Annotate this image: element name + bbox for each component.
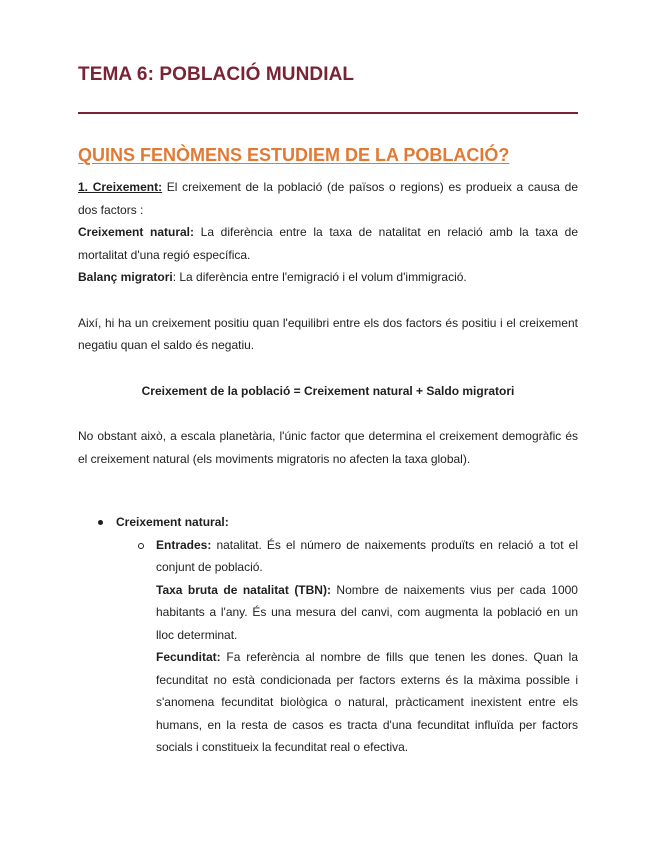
- sub-list-item: [78, 534, 578, 579]
- growth-label: 1. Creixement:: [78, 180, 163, 194]
- growth-balance-paragraph: Així, hi ha un creixement positiu quan l'equilibri entre els dos factors és positiu i el creixement negatiu quan el saldo és negatiu.: [78, 315, 578, 352]
- tbn-text: Nombre de naixements vius per cada 1000 habitants a l'any. És una mesura del canvi, com augmenta la població en un lloc determinat.: [156, 582, 578, 642]
- migration-balance-label: Balanç migratori: [78, 270, 173, 284]
- list-item: [78, 511, 578, 534]
- entrades-text: natalitat. És el número de naixements produïts en relació a tot el conjunt de població.: [156, 537, 578, 574]
- natural-growth-label: Creixement natural:: [78, 225, 195, 239]
- migration-balance-paragraph: [78, 266, 578, 289]
- natural-growth-list: [78, 511, 578, 759]
- natural-growth-text: La diferència entre la taxa de natalitat en relació amb la taxa de mortalitat d'una regió específica.: [78, 225, 578, 262]
- circle-bullet-icon: [138, 543, 144, 549]
- fecundity-paragraph: [78, 646, 578, 759]
- growth-formula: Creixement de la població = Creixement natural + Saldo migratori: [141, 383, 515, 398]
- page-title: TEMA 6: POBLACIÓ MUNDIAL: [78, 64, 355, 85]
- fecundity-text: Fa referència al nombre de fills que tenen les dones. Quan la fecunditat no està condicionada per factors externs és la màxima possible i s'anomena fecunditat biològica o natural, pràcticament inexistent entre els humans, en la resta de casos es tracta d'una fecunditat influïda per factors socials i constitueix la fecunditat real o efectiva.: [156, 650, 578, 754]
- fecundity-label: Fecunditat:: [156, 650, 221, 664]
- tbn-paragraph: [78, 579, 578, 647]
- list-item-label: Creixement natural:: [116, 515, 229, 529]
- bullet-icon: [98, 520, 103, 525]
- tbn-label: Taxa bruta de natalitat (TBN):: [156, 582, 331, 597]
- growth-intro-paragraph: [78, 176, 578, 221]
- section-heading: QUINS FENÒMENS ESTUDIEM DE LA POBLACIÓ?: [78, 145, 510, 165]
- global-scale-paragraph: No obstant això, a escala planetària, l'únic factor que determina el creixement demogràfic és el creixement natural (els moviments migratoris no afecten la taxa global).: [78, 429, 578, 466]
- natural-growth-paragraph: [78, 221, 578, 266]
- entrades-label: Entrades:: [156, 537, 212, 552]
- title-divider: [78, 112, 578, 114]
- migration-balance-text: : La diferència entre l'emigració i el volum d'immigració.: [172, 270, 467, 284]
- document-body: [78, 176, 578, 759]
- growth-intro-text: El creixement de la població (de països o regions) es produeix a causa de dos factors :: [78, 180, 578, 217]
